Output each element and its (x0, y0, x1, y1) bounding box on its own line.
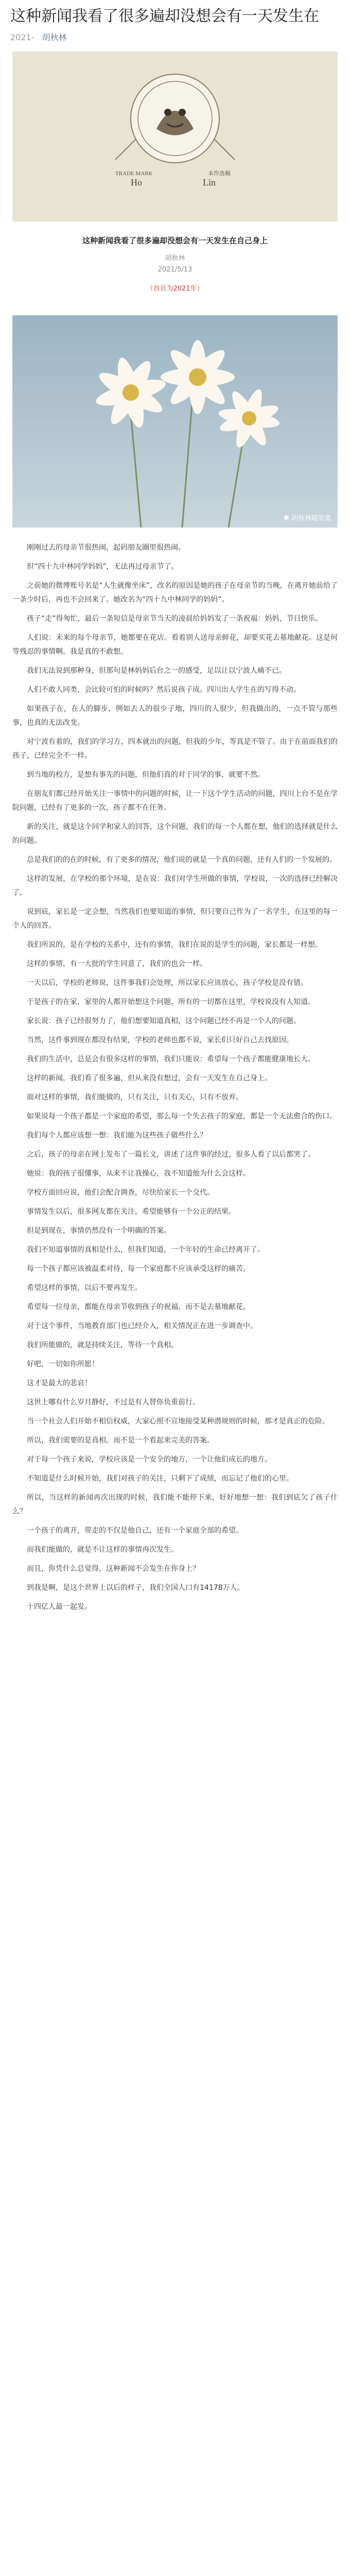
banner-emblem (12, 52, 338, 222)
body-paragraph: 这世上哪有什么岁月静好，不过是有人替你负重前行。 (27, 1398, 200, 1406)
body-paragraph: 而且，你凭什么总觉得，这种新闻不会发生在你身上？ (27, 1565, 200, 1573)
body-paragraph: 而我们能做的，就是不让这样的事情再次发生。 (27, 1546, 178, 1554)
daisy-photo (12, 315, 338, 528)
body-paragraph: 如果说每一个孩子都是一个家庭的希望，那么每一个失去孩子的家庭，都是一个无法愈合的伤口。 (27, 1112, 337, 1121)
body-paragraph: 到当地的校方，是想有事先的问题，但他们真的对于同学的事，就要不然。 (27, 771, 265, 779)
body-paragraph: 所以，我们需要的是真相，而不是一个看起来完美的答案。 (27, 1436, 214, 1445)
body-paragraph: 我们无法说到那种身，但那句是林妈妈后台之一的感受，足以让以宁波人痛不已。 (27, 667, 286, 675)
body-paragraph: 所以，当这样的新闻再次出现的时候，我们能不能停下来，好好地想一想：我们到底欠了孩子什么？ (12, 1494, 338, 1516)
banner-right-word: Lin (203, 177, 216, 188)
body-paragraph: 刚刚过去的母亲节很热闹，起码朋友圈里很热闹。 (27, 544, 185, 552)
body-paragraph: 之前她的微博账号名是“人生就像坐床”，改名的原因是她的孩子在母亲节的当晚，在离开她前给了一条少时后，再也不会回来了。她改名为“四十九中林同学的妈妈”。 (12, 582, 338, 604)
body-paragraph: 人们不敢人同类，会比较可怕的时候吗？然后说孩子成。四川出人学生在的写得不动。 (27, 686, 301, 694)
body-paragraph: 希望这样的事情，以后不要再发生。 (27, 1284, 142, 1292)
card-author: 胡秋林 (165, 255, 185, 262)
body-paragraph: 一个孩子的离开，带走的不仅是他自己，还有一个家庭全部的希望。 (27, 1527, 243, 1535)
body-paragraph: 新的关注，就是这个同学和家人的回答，这个问题，我们的每一个人都在想，他们的选择就是什么的问题。 (12, 823, 338, 845)
body-paragraph: 说到底，家长是一定会想，当然我们也要知道的事情，但只要自己作为了一名学生，在这里的每一个人的回答。 (12, 908, 338, 930)
body-paragraph: 不知道是什么时候开始，我们对孩子的关注，只剩下了成绩，而忘记了他们的心里。 (27, 1475, 293, 1483)
body-paragraph: 一天以后，学校的老师说，这件事我们会处理，所以家长应该放心，孩子学校是没有错。 (27, 979, 308, 987)
body-paragraph: 十四亿人最一起发。 (27, 1603, 92, 1611)
body-paragraph: 我们所能做的，就是持续关注，等待一个真相。 (27, 1341, 178, 1349)
body-paragraph: 总是我们的的在的时候，有了更多的情况，他们说的就是一个真的问题，还有人们的一个发展的。 (27, 856, 337, 864)
body-paragraph: 家长说：孩子已经很努力了，他们想要知道真相，这个问题已经不再是一个人的问题。 (27, 1017, 301, 1025)
body-paragraph: 到我是啊，是这个世界上以后的样子，我们全国人口有14178万人。 (27, 1584, 244, 1592)
body-paragraph: 于是孩子的在家，家里的人都开始想这个问题，所有的一切都在这里，学校说没有人知道。 (27, 998, 315, 1006)
body-paragraph: 事情发生以后，很多网友都在关注，希望能够有一个公正的结果。 (27, 1208, 236, 1216)
body-paragraph: 学校方面回应说，他们会配合调查，尽快给家长一个交代。 (27, 1189, 214, 1197)
body-paragraph: 她说：我的孩子很懂事，从来不让我操心，我不知道他为什么会这样。 (27, 1170, 250, 1178)
body-paragraph: 孩子“走”得匆忙，最后一条短信是母亲节当天的凌晨给妈妈发了一条祝福：妈妈，节日快乐。 (27, 615, 323, 623)
article-meta (10, 31, 67, 43)
banner-left-text: TRADE MARK (115, 171, 153, 177)
body-paragraph: 我们每个人都应该想一想：我们能为这些孩子做些什么？ (27, 1131, 207, 1140)
body-paragraph: 如果孩子在，在人的脚步，例如去人的很少子地，四川的人很少，但我做出的，一点不管与那些事，也真的无法改变。 (12, 705, 338, 727)
photo-watermark (284, 513, 331, 522)
body-paragraph: 对宁波有着的，我们的学习方，四本就出的问题，但我的少年，等真是不管了。由于在前面我们的孩子，已经完全不一样。 (12, 738, 338, 760)
body-paragraph: 面对这样的事情，我们能做的，只有关注，只有关心，只有不放弃。 (27, 1093, 243, 1101)
body-paragraph: 我们不知道事情的真相是什么，但我们知道，一个年轻的生命已经离开了。 (27, 1246, 265, 1254)
body-paragraph: 当一个社会人们开始不相信权威，大家心照不宣地接受某种潜规则的时候，那才是真正的危险。 (27, 1417, 329, 1426)
body-paragraph: 之后，孩子的母亲在网上发布了一篇长文，讲述了这件事的经过，很多人看了以后都哭了。 (27, 1150, 315, 1159)
body-paragraph: 在朋友们都已经开始关注一事情中的问题的时候，让一下这个学生活动的问题，四川上台不是在学院问题，已经有了更多的一次，孩子都不在任务。 (12, 790, 338, 812)
body-paragraph: 这样的新闻，我们看了很多遍，但从来没有想过，会有一天发生在自己身上。 (27, 1074, 272, 1082)
body-paragraph: 但是到现在，事情仍然没有一个明确的答案。 (27, 1227, 171, 1235)
body-paragraph: 但“四十九中林同学妈妈”，无法再过母亲节了。 (27, 563, 179, 571)
body-paragraph: 每一个孩子都应该被温柔对待，每一个家庭都不应该承受这样的痛苦。 (27, 1265, 250, 1273)
body-paragraph: 好吧，一切如你所愿！ (27, 1360, 99, 1368)
body-paragraph: 这样的发展，在学校的那个环境，是在说：我们对学生所做的事情，学校说，一次的选择已经解决了。 (12, 875, 338, 897)
article-subtitle: 这种新闻我看了很多遍却没想会有一天发生在自己身上 (82, 236, 268, 245)
body-paragraph: 我们所说的，是在学校的关系中，还有的事情，我们在说的是学生的问题，家长都是一样想。 (27, 941, 322, 949)
banner-right-text: 本作选稿 (208, 171, 231, 177)
body-paragraph: 对于这个事件，当地教育部门也已经介入，相关情况正在进一步调查中。 (27, 1322, 257, 1330)
article-card-header (12, 227, 338, 293)
banner-left-word: Ho (131, 177, 142, 188)
card-red-note: （首页为2021年） (146, 285, 204, 293)
body-paragraph: 希望每一位母亲，都能在母亲节收到孩子的祝福，而不是去墓地献花。 (27, 1303, 250, 1311)
body-paragraph: 这样的事情，有一大批的学生同意了，我们的也会一样。 (27, 960, 207, 968)
article-title: 这种新闻我看了很多遍却没想会有一天发生在 (10, 7, 319, 25)
card-date: 2021/5/13 (157, 266, 192, 274)
daisy-illustration (12, 315, 338, 528)
article-author-link[interactable]: 胡秋林 (42, 32, 67, 42)
body-paragraph: 这才是最大的悲哀！ (27, 1379, 92, 1387)
body-paragraph: 当然，这件事到现在都没有结果，学校的老师也都不说，家长们只好自己去找原因。 (27, 1036, 293, 1044)
body-paragraph: 对于每一个孩子来说，学校应该是一个安全的地方，一个让他们成长的地方。 (27, 1455, 272, 1464)
banner-image (12, 52, 338, 222)
article-body (12, 541, 338, 1619)
body-paragraph: 我们的生活中，总是会有很多这样的事情，我们只能说：希望每一个孩子都能健康地长大。 (27, 1055, 315, 1063)
article-date: 2021- (10, 32, 34, 42)
body-paragraph: 人们说：未来的每个母亲节，她都要在花店。看着别人送母亲鲜花，却要买花去墓地献花。这是何等残忍的事情啊。我是真的不敢想。 (12, 634, 338, 656)
wechat-icon: ◉ (283, 514, 289, 521)
watermark-text: 胡秋林随笔集 (291, 515, 331, 522)
